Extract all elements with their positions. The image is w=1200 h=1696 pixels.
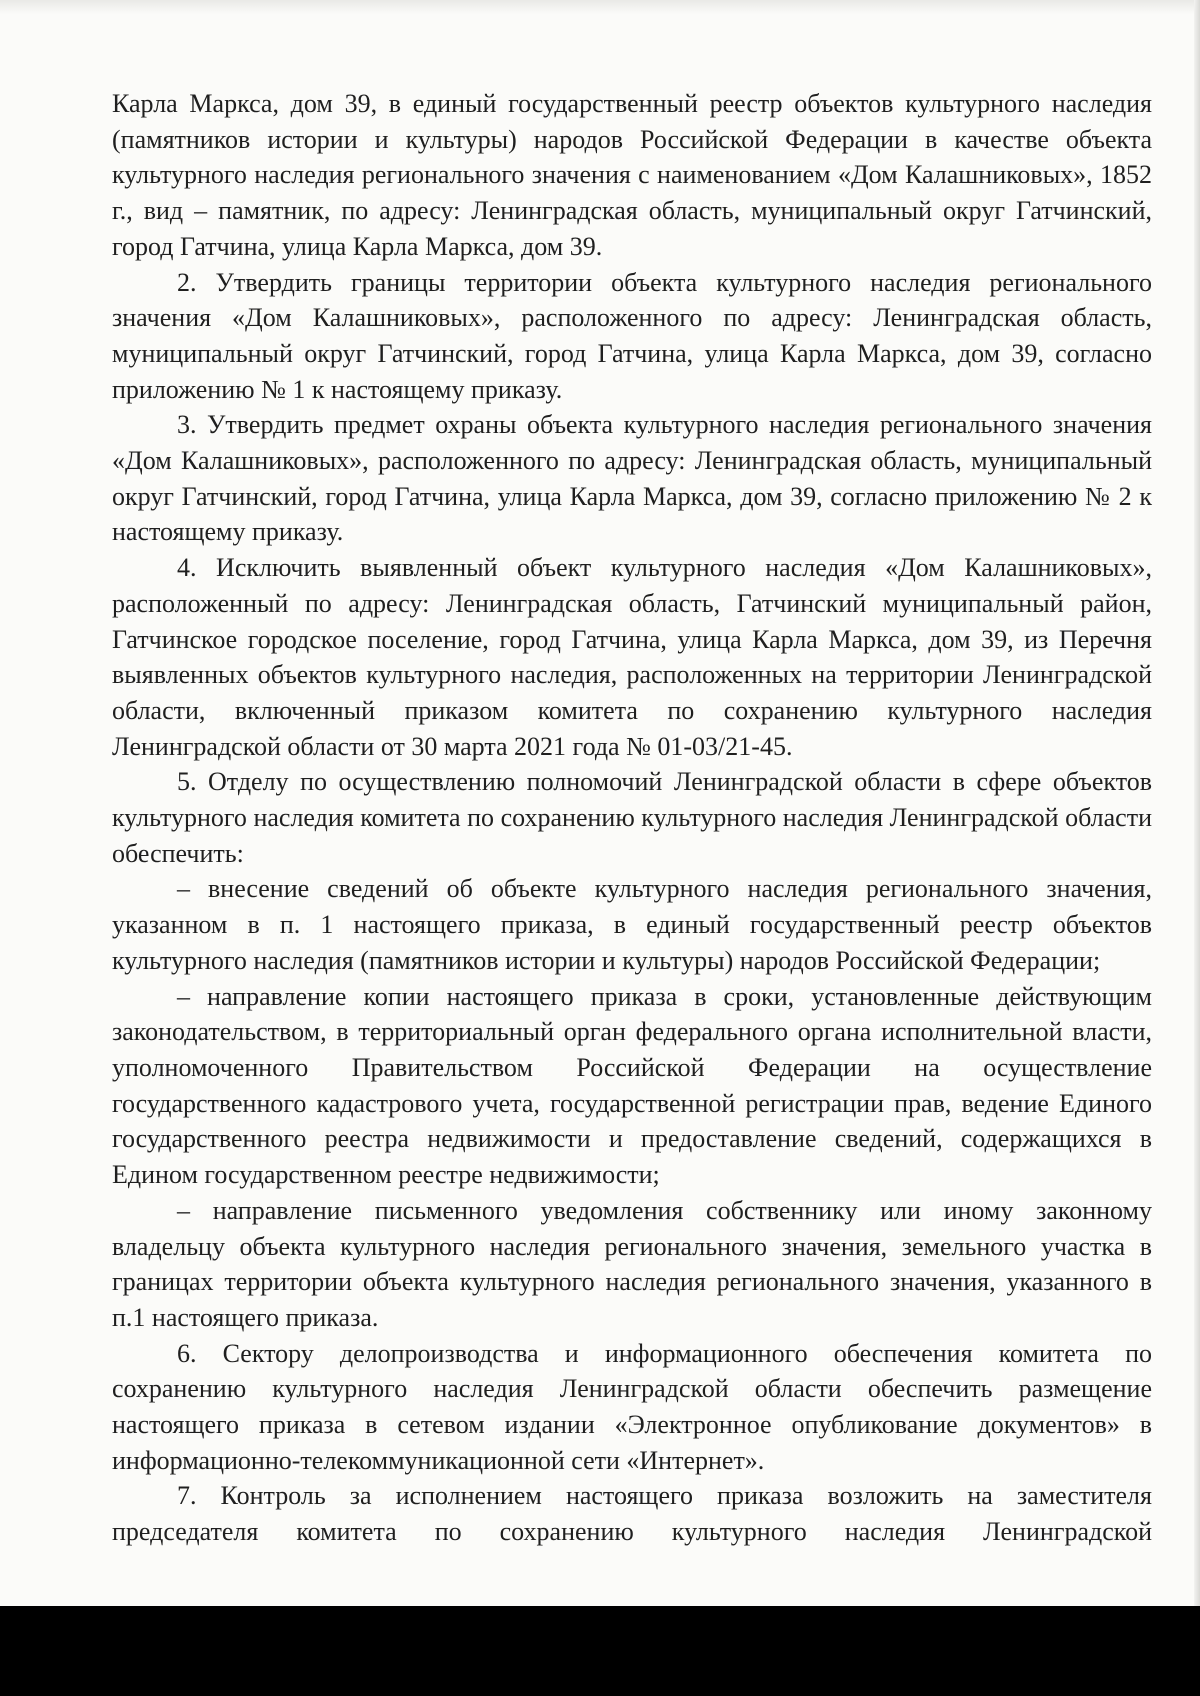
paragraph-item-5-bullet-1: – внесение сведений об объекте культурного наследия регионального значения, указанном в п. 1 настоящего приказа, в единый государственный реестр объектов культурного наследия (памятников истории и культуры) народов Российской Федерации; bbox=[112, 874, 1152, 975]
document-body bbox=[112, 86, 1152, 1550]
paragraph-item-5: 5. Отделу по осуществлению полномочий Ленинградской области в сфере объектов культурного наследия комитета по сохранению культурного наследия Ленинградской области обеспечить: bbox=[112, 767, 1152, 868]
paragraph-continuation: Карла Маркса, дом 39, в единый государственный реестр объектов культурного наследия (памятников истории и культуры) народов Российской Федерации в качестве объекта культурного наследия регионального значения с наименованием «Дом Калашниковых», 1852 г., вид – памятник, по адресу: Ленинградская область, муниципальный округ Гатчинский, город Гатчина, улица Карла Маркса, дом 39. bbox=[112, 89, 1152, 261]
paragraph-item-6: 6. Сектору делопроизводства и информационного обеспечения комитета по сохранению культурного наследия Ленинградской области обеспечить размещение настоящего приказа в сетевом издании «Электронное опубликование документов» в информационно-телекоммуникационной сети «Интернет». bbox=[112, 1338, 1152, 1475]
scan-bottom-black-border bbox=[0, 1606, 1200, 1696]
paragraph-item-7: 7. Контроль за исполнением настоящего приказа возложить на заместителя председателя комитета по сохранению культурного наследия Ленинградской bbox=[112, 1481, 1152, 1547]
paragraph-item-5-bullet-3: – направление письменного уведомления собственнику или иному законному владельцу объекта культурного наследия регионального значения, земельного участка в границах территории объекта культурного наследия регионального значения, указанного в п.1 настоящего приказа. bbox=[112, 1195, 1152, 1332]
paragraph-item-4: 4. Исключить выявленный объект культурного наследия «Дом Калашниковых», расположенный по адресу: Ленинградская область, Гатчинский муниципальный район, Гатчинское городское поселение, город Гатчина, улица Карла Маркса, дом 39, из Перечня выявленных объектов культурного наследия, расположенных на территории Ленинградской области, включенный приказом комитета по сохранению культурного наследия Ленинградской области от 30 марта 2021 года № 01-03/21-45. bbox=[112, 553, 1152, 761]
scan-right-edge bbox=[1194, 0, 1200, 1610]
paragraph-item-5-bullet-2: – направление копии настоящего приказа в сроки, установленные действующим законодательством, в территориальный орган федерального органа исполнительной власти, уполномоченного Правительством Российской Федерации на осуществление государственного кадастрового учета, государственной регистрации прав, ведение Единого государственного реестра недвижимости и предоставление сведений, содержащихся в Едином государственном реестре недвижимости; bbox=[112, 981, 1152, 1190]
scan-top-shadow bbox=[0, 0, 1200, 14]
paragraph-item-2: 2. Утвердить границы территории объекта культурного наследия регионального значения «Дом Калашниковых», расположенного по адресу: Ленинградская область, муниципальный округ Гатчинский, город Гатчина, улица Карла Маркса, дом 39, согласно приложению № 1 к настоящему приказу. bbox=[112, 267, 1152, 404]
paragraph-item-3: 3. Утвердить предмет охраны объекта культурного наследия регионального значения «Дом Калашниковых», расположенного по адресу: Ленинградская область, муниципальный округ Гатчинский, город Гатчина, улица Карла Маркса, дом 39, согласно приложению № 2 к настоящему приказу. bbox=[112, 410, 1152, 547]
